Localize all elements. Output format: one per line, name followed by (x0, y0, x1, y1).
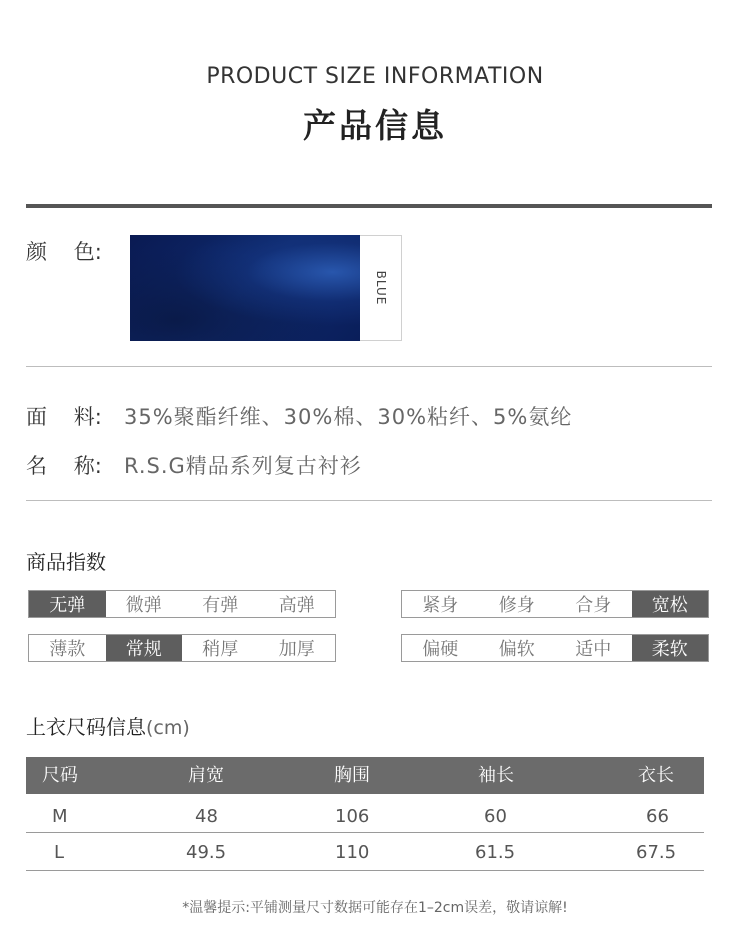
elasticity-option: 无弹 (29, 591, 106, 617)
thickness-option: 加厚 (259, 635, 336, 661)
title-english: PRODUCT SIZE INFORMATION (206, 64, 544, 89)
column-header-sleeve: 袖长 (478, 765, 514, 786)
cell-length: 67.5 (636, 842, 677, 863)
fit-option: 宽松 (632, 591, 709, 617)
table-row (26, 835, 704, 871)
thickness-option: 稍厚 (182, 635, 259, 661)
elasticity-scale (28, 590, 336, 618)
softness-option: 偏软 (479, 635, 556, 661)
elasticity-option: 微弹 (106, 591, 183, 617)
elasticity-option: 高弹 (259, 591, 336, 617)
fit-option: 合身 (555, 591, 632, 617)
column-header-chest: 胸围 (334, 765, 370, 786)
title-chinese: 产品信息 (303, 106, 447, 145)
thickness-scale (28, 634, 336, 662)
cell-size: L (54, 842, 65, 863)
column-header-size: 尺码 (42, 765, 78, 786)
name-value: R.S.G精品系列复古衬衫 (124, 454, 362, 478)
size-table-heading: 上衣尺码信息 (26, 715, 146, 739)
color-swatch-tag (360, 235, 402, 341)
material-label: 面 料: (26, 405, 102, 429)
thickness-option: 常规 (106, 635, 183, 661)
size-table-title (26, 711, 190, 740)
cell-sleeve: 61.5 (475, 842, 516, 863)
cell-shoulder: 49.5 (186, 842, 227, 863)
softness-option: 适中 (555, 635, 632, 661)
size-disclaimer-note: *温馨提示:平铺测量尺寸数据可能存在1–2cm误差，敬请谅解! (182, 900, 568, 916)
softness-option: 偏硬 (402, 635, 479, 661)
color-swatch (130, 235, 360, 341)
softness-scale (401, 634, 709, 662)
table-bottom-rule (26, 870, 704, 871)
header-divider (26, 204, 712, 208)
size-table-header (26, 757, 704, 794)
size-table-unit: (cm) (146, 717, 190, 739)
fit-option: 修身 (479, 591, 556, 617)
table-row (26, 799, 704, 835)
column-header-length: 衣长 (638, 765, 674, 786)
divider-2 (26, 500, 712, 501)
table-row-divider (26, 832, 704, 833)
cell-size: M (52, 806, 68, 827)
indices-title: 商品指数 (26, 550, 106, 574)
fit-option: 紧身 (402, 591, 479, 617)
divider-1 (26, 366, 712, 367)
cell-length: 66 (646, 806, 669, 827)
color-label: 颜 色: (26, 240, 102, 264)
cell-chest: 110 (335, 842, 370, 863)
thickness-option: 薄款 (29, 635, 106, 661)
cell-chest: 106 (335, 806, 370, 827)
elasticity-option: 有弹 (182, 591, 259, 617)
softness-option: 柔软 (632, 635, 709, 661)
cell-sleeve: 60 (484, 806, 507, 827)
material-value: 35%聚酯纤维、30%棉、30%粘纤、5%氨纶 (124, 405, 573, 429)
name-label: 名 称: (26, 454, 102, 478)
color-swatch-name: BLUE (373, 270, 388, 306)
fit-scale (401, 590, 709, 618)
column-header-shoulder: 肩宽 (188, 765, 224, 786)
cell-shoulder: 48 (195, 806, 218, 827)
